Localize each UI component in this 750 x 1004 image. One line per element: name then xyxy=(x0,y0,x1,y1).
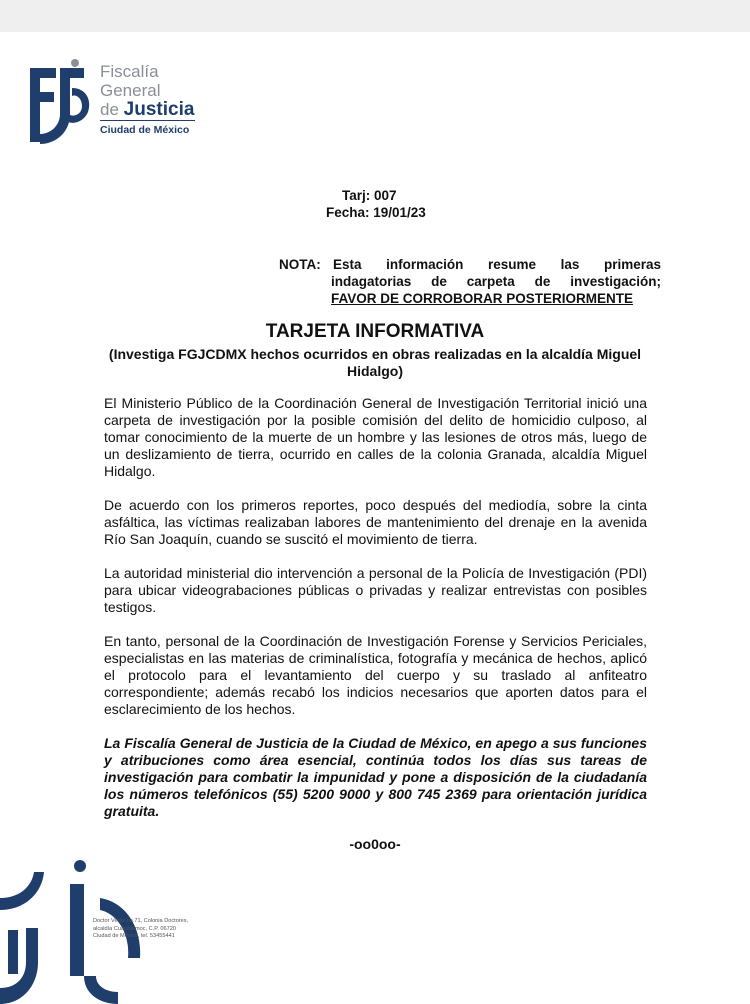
paragraph: De acuerdo con los primeros reportes, poco después del mediodía, sobre la cinta asfáltica, las víctimas realizaban labores de mantenimiento del drenaje en la avenida Río San Joaquín, cuando se suscitó el movimiento de tierra. xyxy=(104,497,647,547)
document-body xyxy=(104,395,647,837)
nota-label: NOTA: xyxy=(279,257,321,272)
logo-wordmark xyxy=(100,62,195,137)
nota-block xyxy=(279,256,661,307)
document-title: TARJETA INFORMATIVA xyxy=(265,321,485,342)
closing-paragraph: La Fiscalía General de Justicia de la Ciudad de México, en apego a sus funciones y atribuciones como área esencial, continúa todos los días sus tareas de investigación para combatir la impunidad y pone a disposición de la ciudadanía los números telefónicos (55) 5200 9000 y 800 745 2369 para orientación jurídica gratuita. xyxy=(104,735,647,819)
paragraph: La autoridad ministerial dio intervención a personal de la Policía de Investigación (PDI) para ubicar videograbaciones públicas o privadas y realizar entrevistas con posibles testigos. xyxy=(104,565,647,615)
nota-line-3: FAVOR DE CORROBORAR POSTERIORMENTE xyxy=(331,291,634,306)
logo-line-1: Fiscalía xyxy=(100,62,159,81)
logo-line-3-prefix: de xyxy=(100,100,119,119)
paragraph: El Ministerio Público de la Coordinación General de Investigación Territorial inició una carpeta de investigación por la posible comisión del delito de homicidio culposo, al tomar conocimiento de la muerte de un hombre y las lesiones de otros más, luego de un deslizamiento de tierra, ocurrido en calles de la colonia Granada, alcaldía Miguel Hidalgo. xyxy=(104,395,647,479)
logo-line-3-bold: Justicia xyxy=(123,99,195,120)
footer-address xyxy=(93,918,188,941)
tarj-number: Tarj: 007 xyxy=(342,188,397,203)
document-date: Fecha: 19/01/23 xyxy=(326,205,426,220)
document-subtitle: (Investiga FGJCDMX hechos ocurridos en obras realizadas en la alcaldía Miguel Hidalgo) xyxy=(108,346,642,379)
fgj-logo xyxy=(26,58,216,148)
nota-line-2: indagatorias de carpeta de investigación; xyxy=(331,274,661,289)
nota-line-1: Esta información resume las primeras xyxy=(333,257,661,272)
logo-line-2: General xyxy=(100,81,161,100)
address-line-1: Doctor Vertiz no.71, Colonia Doctores, xyxy=(93,918,189,924)
document-meta xyxy=(326,187,426,221)
address-line-2: alcaldía Cuauhtémoc, C.P. 06720 xyxy=(93,925,176,932)
top-margin-bar xyxy=(0,0,750,32)
fgj-emblem-icon xyxy=(26,58,96,148)
document-ending-mark: -oo0oo- xyxy=(349,836,401,852)
logo-divider xyxy=(100,120,195,121)
address-line-3: Ciudad de México, tel. 53455441 xyxy=(93,933,175,939)
paragraph: En tanto, personal de la Coordinación de Investigación Forense y Servicios Periciales, especialistas en las materias de criminalística, fotografía y mecánica de hechos, aplicó el protocolo para el levantamiento del cuerpo y su traslado al anfiteatro correspondiente; además recabó los indicios necesarios que aporten datos para el esclarecimiento de los hechos. xyxy=(104,633,647,717)
logo-city: Ciudad de México xyxy=(100,124,190,136)
logo-line-3 xyxy=(100,100,195,119)
